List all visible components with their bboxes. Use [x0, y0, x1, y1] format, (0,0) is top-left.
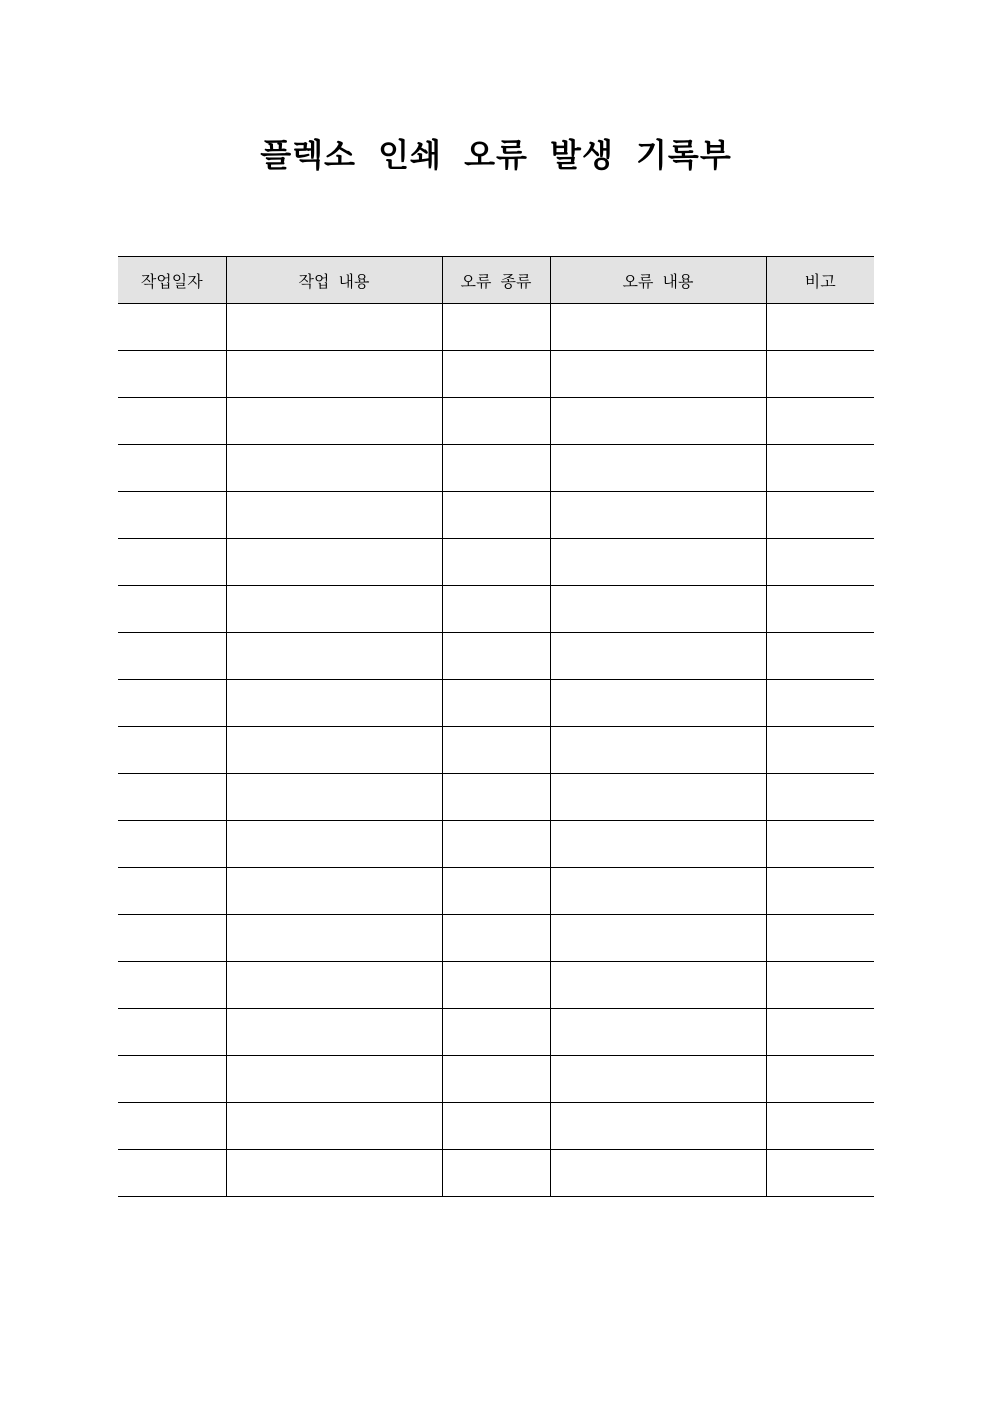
work-date-cell[interactable] — [118, 1150, 226, 1197]
error-content-cell[interactable] — [550, 1103, 766, 1150]
work-date-cell[interactable] — [118, 304, 226, 351]
work-date-cell[interactable] — [118, 539, 226, 586]
work-content-cell[interactable] — [226, 868, 442, 915]
error-content-cell[interactable] — [550, 586, 766, 633]
table-row — [118, 1150, 874, 1197]
work-date-cell[interactable] — [118, 774, 226, 821]
table-row — [118, 304, 874, 351]
table-row — [118, 492, 874, 539]
work-date-cell[interactable] — [118, 680, 226, 727]
error-content-cell[interactable] — [550, 351, 766, 398]
work-content-cell[interactable] — [226, 351, 442, 398]
work-date-cell[interactable] — [118, 586, 226, 633]
remarks-cell[interactable] — [766, 586, 874, 633]
work-content-cell[interactable] — [226, 492, 442, 539]
page-title: 플렉소 인쇄 오류 발생 기록부 — [260, 136, 732, 174]
table-row — [118, 445, 874, 492]
error-content-cell[interactable] — [550, 539, 766, 586]
table-row — [118, 398, 874, 445]
table-row — [118, 915, 874, 962]
table-row — [118, 633, 874, 680]
error-type-cell[interactable] — [442, 1056, 550, 1103]
work-date-cell[interactable] — [118, 868, 226, 915]
remarks-cell[interactable] — [766, 962, 874, 1009]
work-date-cell[interactable] — [118, 398, 226, 445]
error-type-cell[interactable] — [442, 304, 550, 351]
remarks-cell[interactable] — [766, 445, 874, 492]
work-date-cell[interactable] — [118, 1009, 226, 1056]
column-header-work-date: 작업일자 — [118, 257, 226, 304]
error-type-cell[interactable] — [442, 351, 550, 398]
error-content-cell[interactable] — [550, 1150, 766, 1197]
remarks-cell[interactable] — [766, 539, 874, 586]
error-content-cell[interactable] — [550, 492, 766, 539]
error-type-cell[interactable] — [442, 727, 550, 774]
table-row — [118, 1056, 874, 1103]
remarks-cell[interactable] — [766, 727, 874, 774]
error-type-cell[interactable] — [442, 586, 550, 633]
table-row — [118, 868, 874, 915]
column-header-work-content: 작업 내용 — [226, 257, 442, 304]
error-type-cell[interactable] — [442, 633, 550, 680]
work-content-cell[interactable] — [226, 1103, 442, 1150]
work-date-cell[interactable] — [118, 1103, 226, 1150]
column-header-error-type: 오류 종류 — [442, 257, 550, 304]
remarks-cell[interactable] — [766, 304, 874, 351]
error-type-cell[interactable] — [442, 915, 550, 962]
table-row — [118, 727, 874, 774]
error-content-cell[interactable] — [550, 774, 766, 821]
remarks-cell[interactable] — [766, 351, 874, 398]
error-type-cell[interactable] — [442, 1150, 550, 1197]
error-content-cell[interactable] — [550, 1009, 766, 1056]
work-content-cell[interactable] — [226, 680, 442, 727]
error-content-cell[interactable] — [550, 821, 766, 868]
table-row — [118, 1009, 874, 1056]
error-content-cell[interactable] — [550, 633, 766, 680]
work-content-cell[interactable] — [226, 304, 442, 351]
work-content-cell[interactable] — [226, 1150, 442, 1197]
remarks-cell[interactable] — [766, 868, 874, 915]
remarks-cell[interactable] — [766, 492, 874, 539]
error-type-cell[interactable] — [442, 821, 550, 868]
remarks-cell[interactable] — [766, 680, 874, 727]
remarks-cell[interactable] — [766, 1103, 874, 1150]
table-row — [118, 539, 874, 586]
table-body — [118, 304, 874, 1197]
column-header-error-content: 오류 내용 — [550, 257, 766, 304]
error-type-cell[interactable] — [442, 962, 550, 1009]
remarks-cell[interactable] — [766, 1009, 874, 1056]
work-date-cell[interactable] — [118, 727, 226, 774]
work-date-cell[interactable] — [118, 1056, 226, 1103]
error-type-cell[interactable] — [442, 398, 550, 445]
column-header-remarks: 비고 — [766, 257, 874, 304]
error-type-cell[interactable] — [442, 1103, 550, 1150]
work-content-cell[interactable] — [226, 727, 442, 774]
remarks-cell[interactable] — [766, 398, 874, 445]
work-date-cell[interactable] — [118, 351, 226, 398]
error-content-cell[interactable] — [550, 727, 766, 774]
table-row — [118, 821, 874, 868]
work-content-cell[interactable] — [226, 962, 442, 1009]
work-content-cell[interactable] — [226, 539, 442, 586]
error-content-cell[interactable] — [550, 962, 766, 1009]
remarks-cell[interactable] — [766, 633, 874, 680]
work-content-cell[interactable] — [226, 445, 442, 492]
table-row — [118, 680, 874, 727]
table-row — [118, 586, 874, 633]
error-content-cell[interactable] — [550, 445, 766, 492]
error-type-cell[interactable] — [442, 492, 550, 539]
error-content-cell[interactable] — [550, 915, 766, 962]
error-type-cell[interactable] — [442, 1009, 550, 1056]
remarks-cell[interactable] — [766, 774, 874, 821]
error-content-cell[interactable] — [550, 1056, 766, 1103]
table-row — [118, 962, 874, 1009]
work-content-cell[interactable] — [226, 633, 442, 680]
error-content-cell[interactable] — [550, 868, 766, 915]
remarks-cell[interactable] — [766, 915, 874, 962]
error-type-cell[interactable] — [442, 445, 550, 492]
work-date-cell[interactable] — [118, 492, 226, 539]
error-content-cell[interactable] — [550, 398, 766, 445]
work-content-cell[interactable] — [226, 915, 442, 962]
table-row — [118, 774, 874, 821]
work-date-cell[interactable] — [118, 633, 226, 680]
remarks-cell[interactable] — [766, 1056, 874, 1103]
work-date-cell[interactable] — [118, 962, 226, 1009]
work-content-cell[interactable] — [226, 774, 442, 821]
error-type-cell[interactable] — [442, 539, 550, 586]
work-content-cell[interactable] — [226, 821, 442, 868]
remarks-cell[interactable] — [766, 1150, 874, 1197]
error-content-cell[interactable] — [550, 680, 766, 727]
table-row — [118, 1103, 874, 1150]
error-content-cell[interactable] — [550, 304, 766, 351]
remarks-cell[interactable] — [766, 821, 874, 868]
table-row — [118, 351, 874, 398]
header-row — [118, 257, 874, 304]
error-type-cell[interactable] — [442, 868, 550, 915]
error-type-cell[interactable] — [442, 680, 550, 727]
error-log-table — [118, 256, 874, 1197]
work-content-cell[interactable] — [226, 1056, 442, 1103]
error-type-cell[interactable] — [442, 774, 550, 821]
work-content-cell[interactable] — [226, 1009, 442, 1056]
work-date-cell[interactable] — [118, 915, 226, 962]
work-date-cell[interactable] — [118, 445, 226, 492]
work-date-cell[interactable] — [118, 821, 226, 868]
work-content-cell[interactable] — [226, 586, 442, 633]
work-content-cell[interactable] — [226, 398, 442, 445]
